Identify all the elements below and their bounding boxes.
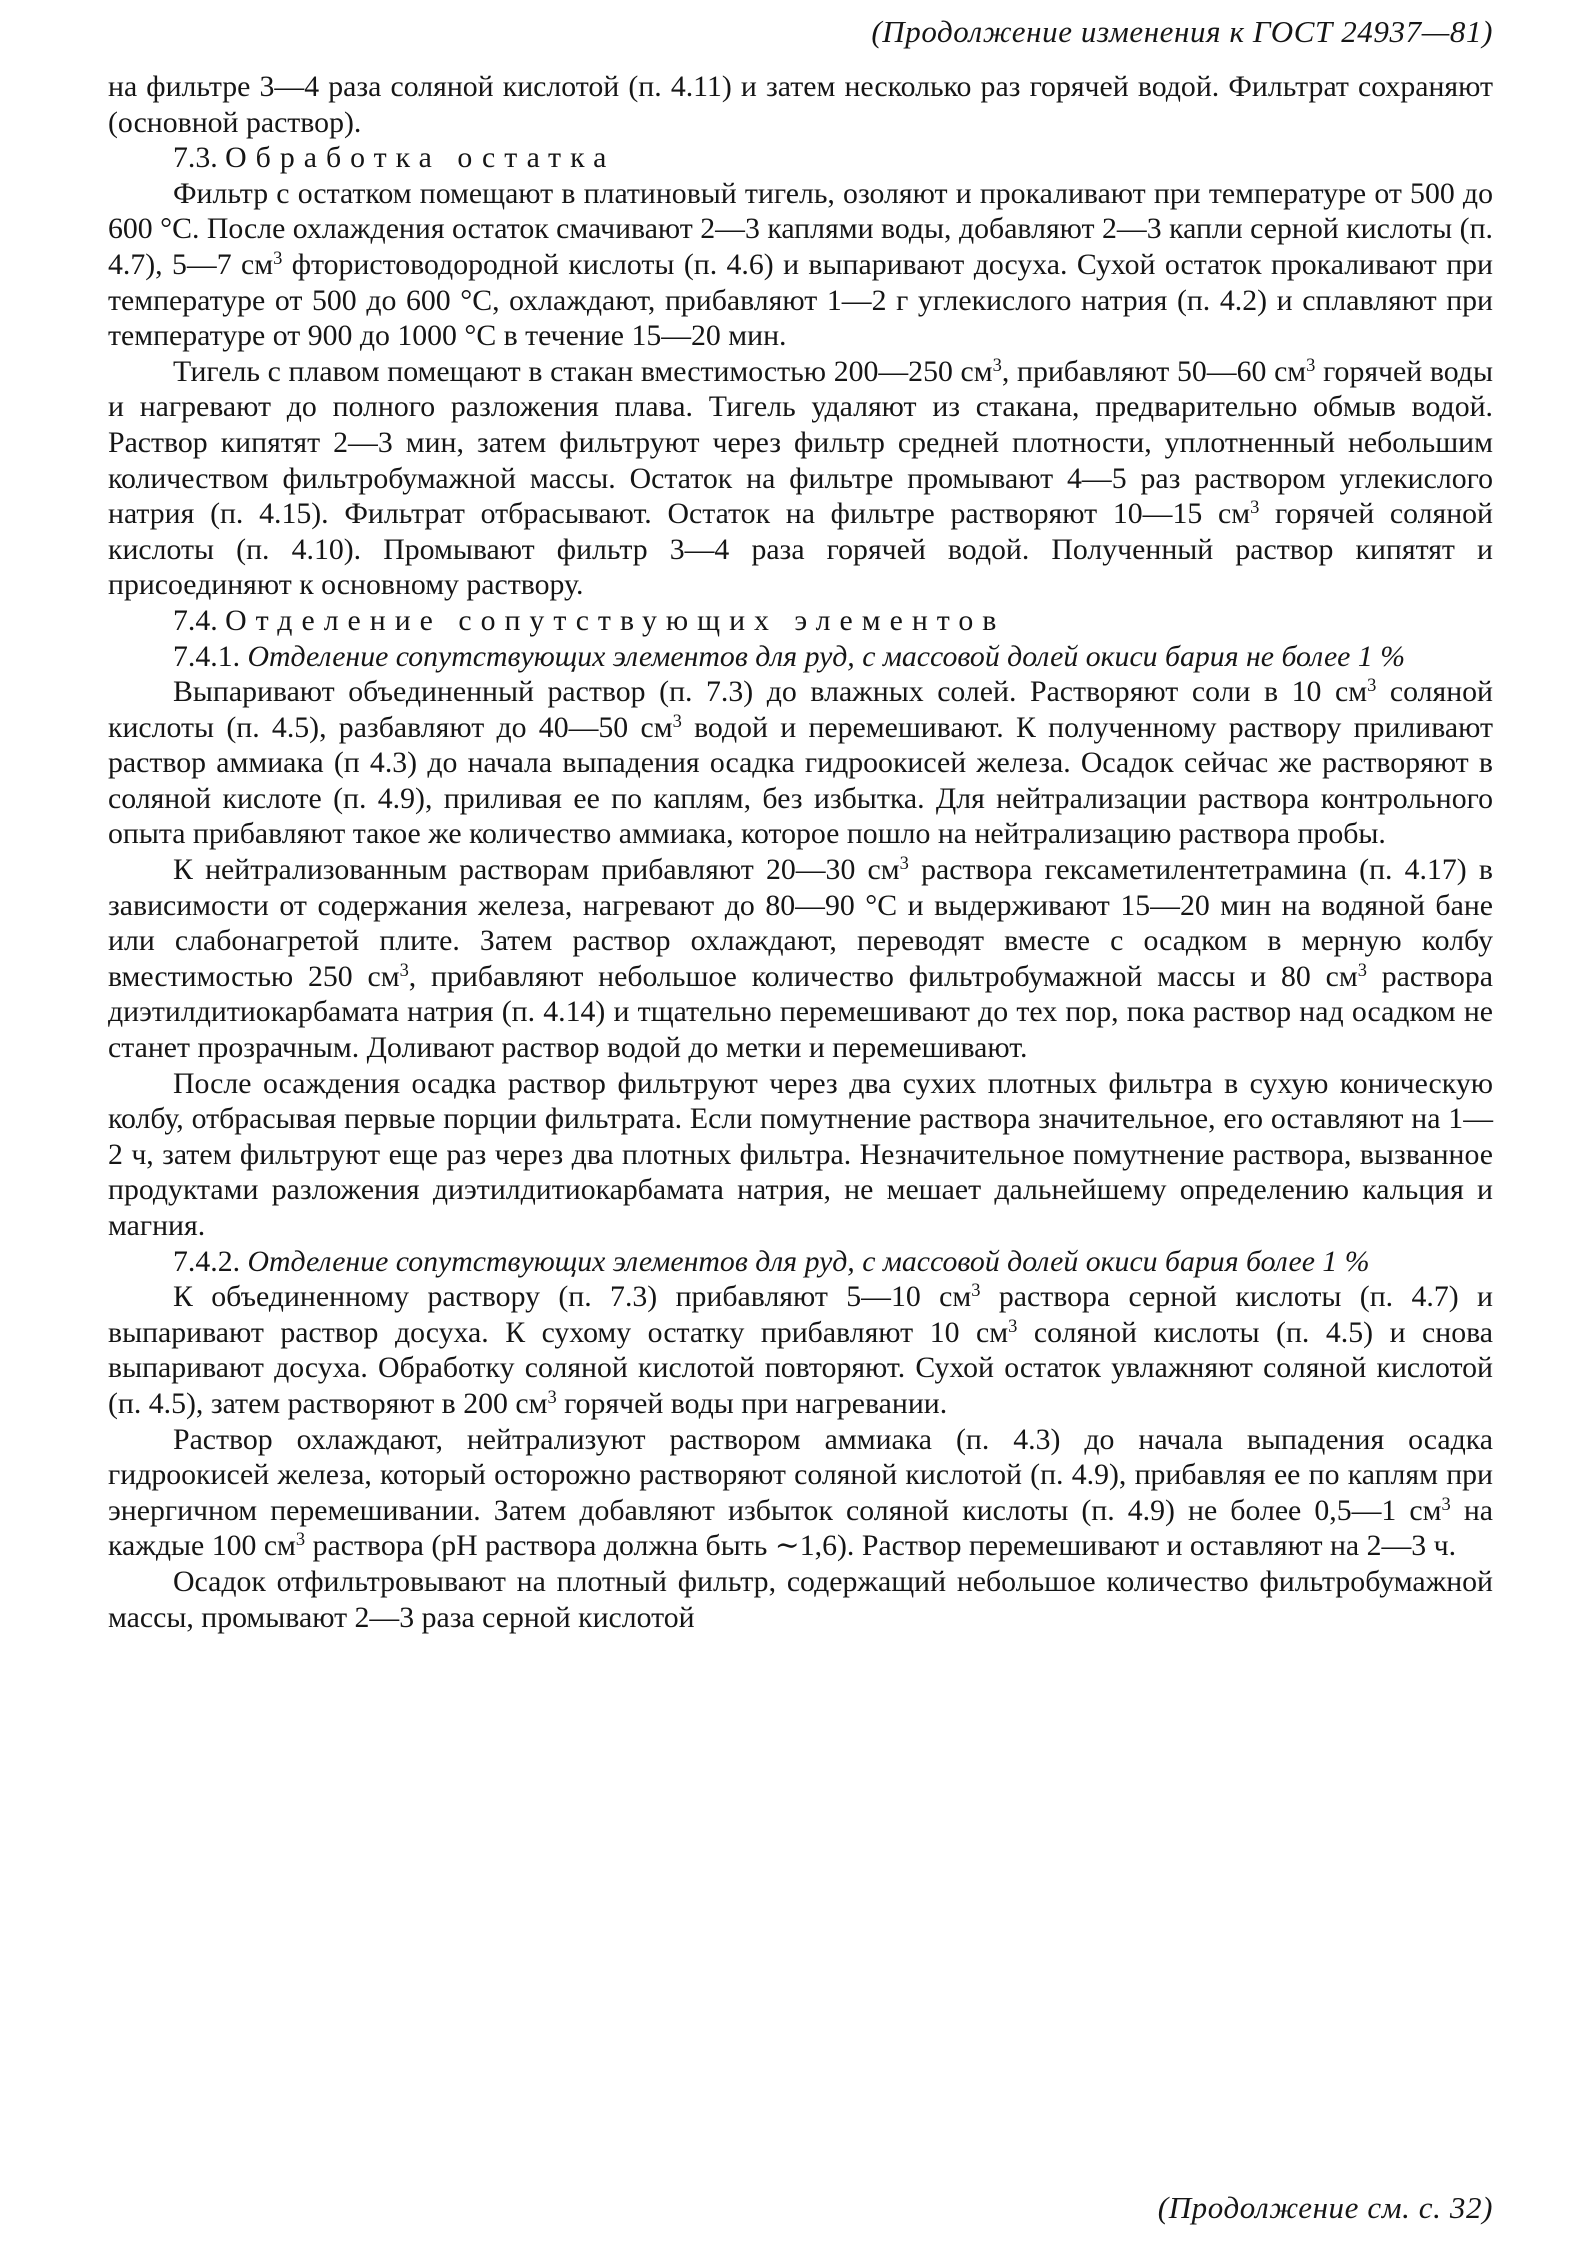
paragraph: Тигель с плавом помещают в стакан вместимостью 200—250 $см^3$, прибавляют 50—60 $см^3$ горячей воды и нагревают до полного разложения плава. Тигель удаляют из стакана, предварительно обмыв водой. Раствор кипятят 2—3 мин, затем фильтруют через фильтр средней плотности, уплотненный небольшим количеством фильтробумажной массы. Остаток на фильтре промывают 4—5 раз раствором углекислого натрия (п. 4.15). Фильтрат отбрасывают. Остаток на фильтре растворяют 10—15 $см^3$ горячей соляной кислоты (п. 4.10). Промывают фильтр 3—4 раза горячей водой. Полученный раствор кипятят и присоединяют к основному раствору.	[108, 354, 1493, 602]
paragraph: Раствор охлаждают, нейтрализуют раствором аммиака (п. 4.3) до начала выпадения осадка гидроокисей железа, который осторожно растворяют соляной кислотой (п. 4.9), прибавляя ее по каплям при энергичном перемешивании. Затем добавляют избыток соляной кислоты (п. 4.9) не более 0,5—1 $см^3$ на каждые 100 $см^3$ раствора (рН раствора должна быть ∼1,6). Раствор перемешивают и оставляют на 2—3 ч.	[108, 1422, 1493, 1563]
section-number: 7.3.	[173, 141, 218, 175]
subsection-number: 7.4.2.	[173, 1244, 241, 1278]
section-heading-7-3	[108, 140, 1493, 176]
paragraph-continuation: на фильтре 3—4 раза соляной кислотой (п. 4.11) и затем несколько раз горячей водой. Фильтрат сохраняют (основной раствор).	[108, 70, 1493, 139]
subsection-heading-7-4-2	[108, 1244, 1493, 1280]
paragraph: Фильтр с остатком помещают в платиновый тигель, озоляют и прокаливают при температуре от 500 до 600 °С. После охлаждения остаток смачивают 2—3 каплями воды, добавляют 2—3 капли серной кислоты (п. 4.7), 5—7 $см^3$ фтористоводородной кислоты (п. 4.6) и выпаривают досуха. Сухой остаток прокаливают при температуре от 500 до 600 °С, охлаждают, прибавляют 1—2 г углекислого натрия (п. 4.2) и сплавляют при температуре от 900 до 1000 °С в течение 15—20 мин.	[108, 176, 1493, 353]
section-title: Обработка остатка	[225, 141, 616, 175]
paragraph: Выпаривают объединенный раствор (п. 7.3) до влажных солей. Растворяют соли в 10 $см^3$ соляной кислоты (п. 4.5), разбавляют до 40—50 $см^3$ водой и перемешивают. К полученному раствору приливают раствор аммиака (п 4.3) до начала выпадения осадка гидроокисей железа. Осадок сейчас же растворяют в соляной кислоте (п. 4.9), приливая ее по каплям, без избытка. Для нейтрализации раствора контрольного опыта прибавляют такое же количество аммиака, которое пошло на нейтрализацию раствора пробы.	[108, 674, 1494, 851]
subsection-title: Отделение сопутствующих элементов для руд, с массовой долей окиси бария не более 1 %	[247, 639, 1406, 673]
section-title: Отделение сопутствующих элементов	[225, 603, 1006, 637]
subsection-heading-7-4-1	[108, 639, 1493, 675]
paragraph: Осадок отфильтровывают на плотный фильтр, содержащий небольшое количество фильтробумажной массы, промывают 2—3 раза серной кислотой	[108, 1564, 1493, 1634]
running-header: (Продолжение изменения к ГОСТ 24937—81)	[871, 14, 1493, 49]
running-footer: (Продолжение см. с. 32)	[1157, 2190, 1493, 2225]
section-heading-7-4	[108, 603, 1493, 639]
paragraph: После осаждения осадка раствор фильтруют через два сухих плотных фильтра в сухую коническую колбу, отбрасывая первые порции фильтрата. Если помутнение раствора значительное, его оставляют на 1—2 ч, затем фильтруют еще раз через два плотных фильтра. Незначительное помутнение раствора, вызванное продуктами разложения диэтилдитиокарбамата натрия, не мешает дальнейшему определению кальция и магния.	[108, 1066, 1493, 1242]
document-page	[108, 0, 1493, 2248]
section-number: 7.4.	[173, 603, 218, 637]
document-body	[108, 69, 1493, 1635]
subsection-number: 7.4.1.	[173, 639, 241, 673]
paragraph: К нейтрализованным растворам прибавляют 20—30 $см^3$ раствора гексаметилентетрамина (п. 4.17) в зависимости от содержания железа, нагревают до 80—90 °С и выдерживают 15—20 мин на водяной бане или слабонагретой плите. Затем раствор охлаждают, переводят вместе с осадком в мерную колбу вместимостью 250 $см^3$, прибавляют небольшое количество фильтробумажной массы и 80 $см^3$ раствора диэтилдитиокарбамата натрия (п. 4.14) и тщательно перемешивают до тех пор, пока раствор над осадком не станет прозрачным. Доливают раствор водой до метки и перемешивают.	[108, 852, 1494, 1065]
paragraph: К объединенному раствору (п. 7.3) прибавляют 5—10 $см^3$ раствора серной кислоты (п. 4.7) и выпаривают раствор досуха. К сухому остатку прибавляют 10 $см^3$ соляной кислоты (п. 4.5) и снова выпаривают досуха. Обработку соляной кислотой повторяют. Сухой остаток увлажняют соляной кислотой (п. 4.5), затем растворяют в 200 $см^3$ горячей воды при нагревании.	[108, 1280, 1494, 1420]
subsection-title: Отделение сопутствующих элементов для руд, с массовой долей окиси бария более 1 %	[247, 1244, 1370, 1278]
